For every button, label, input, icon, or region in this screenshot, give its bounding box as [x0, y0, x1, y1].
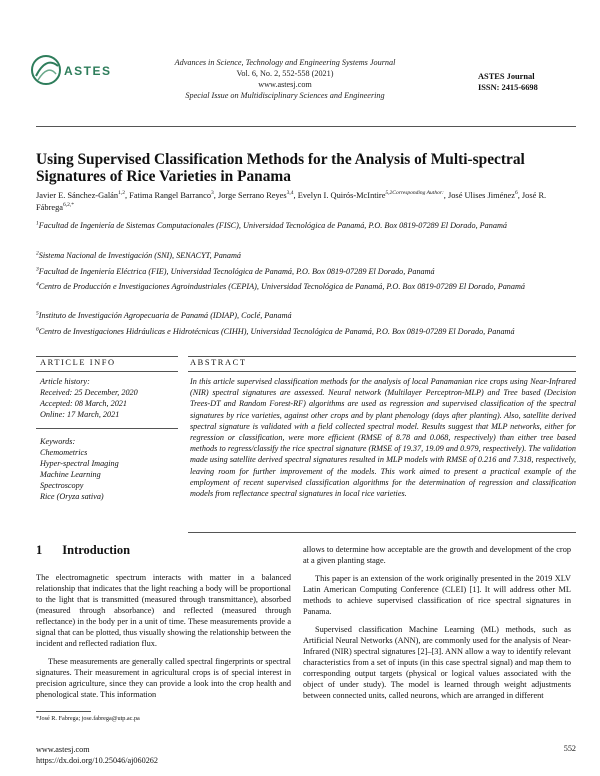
volume-line: Vol. 6, No. 2, 552-558 (2021) [236, 69, 334, 78]
special-issue: Special Issue on Multidisciplinary Sciences and Engineering [185, 91, 385, 100]
footer-url[interactable]: www.astesj.com [36, 745, 90, 754]
received-date: Received: 25 December, 2020 [40, 388, 138, 398]
affiliation-5 [36, 310, 572, 321]
author-sup: 1,2 [118, 190, 125, 197]
journal-line: Advances in Science, Technology and Engineering Systems Journal [174, 58, 396, 67]
body-column-left [36, 572, 291, 707]
article-info-heading: ARTICLE INFO [40, 358, 116, 367]
author-name: , José R. Fábrega [36, 191, 547, 212]
journal-header [130, 57, 440, 101]
footer-doi[interactable]: https://dx.doi.org/10.25046/aj060262 [36, 756, 158, 765]
logo-text: ASTES [64, 64, 112, 78]
section-number: 1 [36, 543, 43, 557]
body-column-right [303, 544, 571, 708]
paragraph: Supervised classification Machine Learning (ML) methods, such as Artificial Neural Networks (ANN), are commonly used for the analysis of Near-Infrared (NIR) spectral signatures [2]–[3]. ANN allow a way to identify relevant characteristics from a set of inputs (in this case spectral signal) and map them to corresponding output targets (physical or logical values associated with the object of under study). The model is learned through weight adjustments between connected units, called neurons, which are arranged in different [303, 625, 571, 700]
affiliation-text: Instituto de Investigación Agropecuaria de Panamá (IDIAP), Coclé, Panamá [38, 311, 292, 320]
page-footer [36, 744, 576, 766]
astes-logo-mark [28, 50, 124, 90]
author-sup: 3,4 [286, 190, 294, 197]
abstract-top-rule [188, 356, 576, 357]
paragraph: These measurements are generally called spectral fingerprints or spectral signatures. Their measurement in agricultural crops is of special interest in precision agriculture, since they can provide a look into the crop health and phenological state. This information [36, 657, 291, 699]
section-title: Introduction [62, 543, 131, 557]
affiliation-text: Centro de Producción e Investigaciones Agroindustriales (CEPIA), Universidad Tecnológica de Panamá, P.O. Box 0819-07289 El Dorado, Panamá [38, 282, 526, 291]
author-name: , Jorge Serrano Reyes [213, 191, 287, 200]
affiliation-sup: 1 [36, 220, 39, 227]
keywords-block [40, 436, 180, 502]
affiliation-4 [36, 281, 572, 292]
affiliation-text: Facultad de Ingeniería de Sistemas Computacionales (FISC), Universidad Tecnológica de Panamá, P.O. Box 0819-07289 El Dorado, Panamá [38, 221, 507, 230]
keyword: Machine Learning [40, 470, 101, 479]
header-divider [36, 126, 576, 127]
keywords-rule [36, 428, 178, 429]
author-list [36, 190, 576, 214]
article-history [40, 376, 180, 420]
paper-title: Using Supervised Classification Methods for the Analysis of Multi-spectral Signatures of Rice Varieties in Panama [36, 151, 525, 185]
author-name: Javier E. Sánchez-Galán [36, 191, 119, 200]
journal-id-block [478, 71, 578, 93]
affiliation-text: Centro de Investigaciones Hidráulicas e Hidrotécnicas (CIHH), Universidad Tecnológica de Panamá, P.O. Box 0819-07289 El Dorado, Panamá [38, 327, 515, 336]
abstract-text: In this article supervised classification methods for the analysis of local Panamanian rice crops using Near-Infrared (NIR) spectral signatures are assessed. Neural network (Multilayer Perceptron-MLP) and Tree based (Decision Trees-DT and Random Forest-RF) algorithms are used as regression and supervised classification of the spectral signatures by rice varieties, against other crops and by plant phenology (days after planting). Also, satellite derived spectral signature is validated with a field collected spectral model. Results suggest that MLP networks, either for regression or classification, were more efficient (RMSE of 8.78 and 0.068, respectively) than either tree based methods to regress/classify the rice spectral signature (RMSE of 19.37, 19.09 and 0.979, respectively). The validation made using satellite derived spectral signatures resulted in MLP models with RMSE of 0.216 and 7.318, respectively, leaving room for further improvement of the models. This work aimed to present a practical example of the employment of recent supervised classification algorithms for the determination of regression and classification models from reflectance spectral signatures in local rice varieties. [190, 377, 576, 499]
affiliation-text: Sistema Nacional de Investigación (SNI), SENACYT, Panamá [38, 251, 241, 260]
keyword: Spectroscopy [40, 481, 84, 490]
affiliation-text: Facultad de Ingeniería Eléctrica (FIE), Universidad Tecnológica de Panamá, P.O. Box 0819-07289 El Dorado, Panamá [38, 267, 435, 276]
affiliation-sup: 2 [36, 250, 39, 257]
author-sup: 6,2,* [62, 202, 74, 209]
author-name: , José Ulises Jiménez [443, 191, 515, 200]
author-name: , Fatima Rangel Barranco [124, 191, 212, 200]
section-heading [36, 543, 130, 558]
affiliation-3 [36, 266, 572, 277]
keyword: Hyper-spectral Imaging [40, 459, 119, 468]
keyword: Rice (Oryza sativa) [40, 492, 104, 501]
page-number: 552 [563, 744, 576, 753]
paragraph: This paper is an extension of the work originally presented in the 2019 XLV Latin American Computing Conference (CLEI) [1]. It will address other ML methods to achieve supervised classification of rice spectral signatures in Panama. [303, 574, 571, 616]
journal-url[interactable]: www.astesj.com [258, 80, 312, 89]
paragraph: allows to determine how acceptable are the growth and development of the crop at a given planting stage. [303, 545, 571, 565]
author-sup: 3 [211, 190, 214, 197]
accepted-date: Accepted: 08 March, 2021 [40, 399, 127, 409]
affiliation-2 [36, 250, 572, 261]
paragraph: The electromagnetic spectrum interacts with matter in a balanced relationship that indicates that the light reaching a body will be proportional to the light that is transmitted (measured through transmittance), absorbed (measured through absorbance) and reflected (measured through reflectance) in the body per in a unit of time. These measurements provide a signal that can be plotted, thus visually showing the relationship between the incident and reflected radiation flux. [36, 573, 291, 648]
abstract-mid-rule [188, 371, 576, 372]
author-sup: 6 [514, 190, 518, 197]
article-info-top-rule [36, 356, 178, 357]
journal-name: ASTES Journal [478, 72, 535, 81]
affiliation-sup: 4 [36, 281, 39, 288]
abstract-heading: ABSTRACT [190, 358, 247, 367]
abstract-bottom-rule [188, 532, 576, 533]
issn: ISSN: 2415-6698 [478, 83, 538, 92]
footnote-rule [36, 711, 91, 712]
article-info-mid-rule [36, 371, 178, 372]
affiliation-6 [36, 326, 572, 337]
affiliation-sup: 6 [36, 326, 39, 333]
history-label: Article history: [40, 377, 90, 386]
astes-logo [28, 50, 124, 90]
online-date: Online: 17 March, 2021 [40, 410, 120, 420]
affiliation-sup: 3 [36, 266, 39, 273]
author-sup: 5,2Corresponding Author: [385, 190, 444, 197]
affiliation-1 [36, 220, 572, 231]
corresponding-footnote: *José R. Fabrega; jose.fabrega@utp.ac.pa [36, 715, 140, 722]
keywords-label: Keywords: [40, 437, 76, 446]
author-name: , Evelyn I. Quirós-McIntire [293, 191, 386, 200]
affiliation-sup: 5 [36, 310, 39, 317]
keyword: Chemometrics [40, 448, 88, 457]
